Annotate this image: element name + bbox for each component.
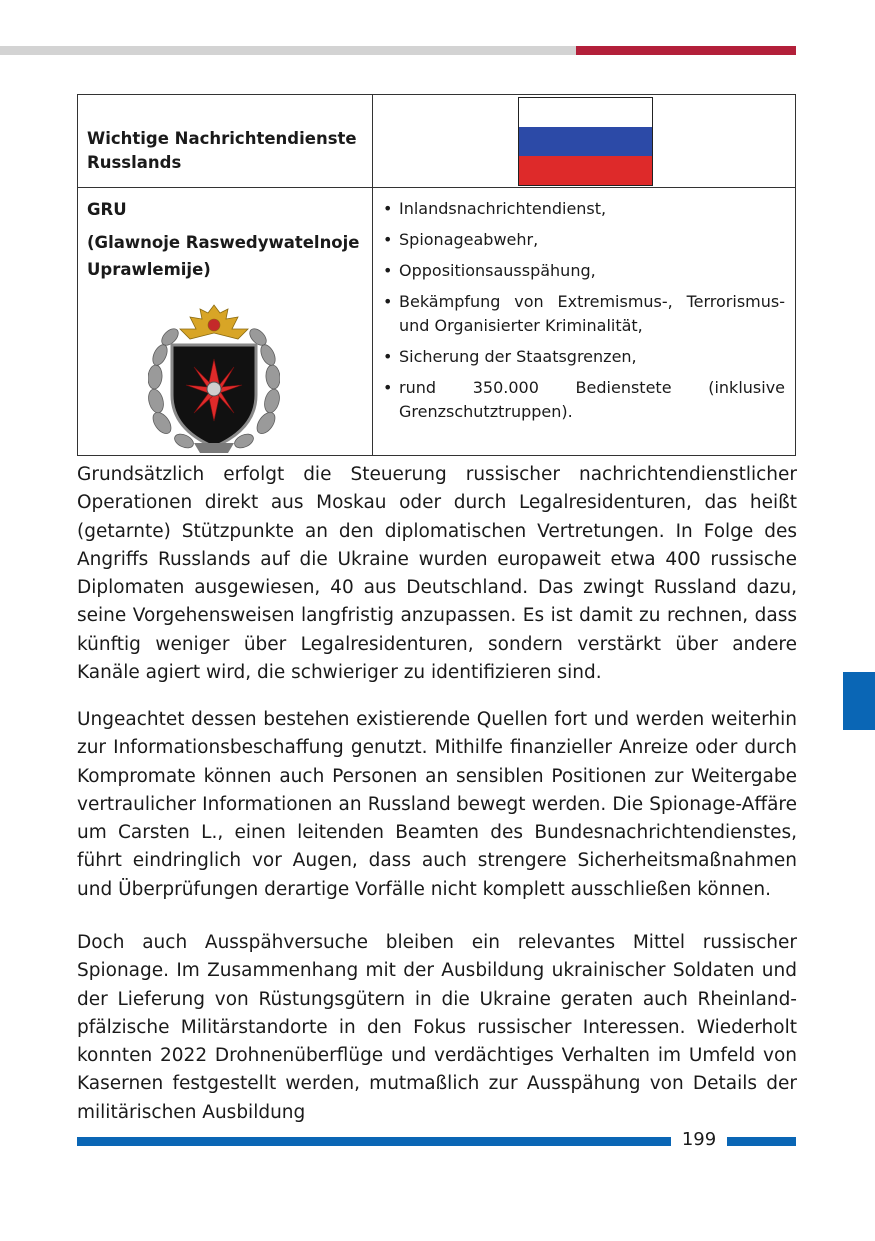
list-item: • Spionageabwehr, bbox=[381, 228, 785, 252]
list-item: • Inlandsnachrichtendienst, bbox=[381, 197, 785, 221]
list-item: • Sicherung der Staatsgrenzen, bbox=[381, 345, 785, 369]
gru-emblem-icon bbox=[148, 303, 280, 455]
agency-full-name: (Glawnoje Raswedywatelnoje Uprawlemije) bbox=[87, 233, 360, 279]
tasks-cell bbox=[373, 188, 796, 456]
agency-cell bbox=[78, 188, 373, 456]
flag-stripe-red bbox=[519, 156, 652, 185]
intelligence-services-table bbox=[77, 94, 796, 456]
list-item: • Bekämpfung von Extremismus-, Terrorismus- und Organisierter Kriminalität, bbox=[381, 290, 785, 338]
body-paragraph-1: Grundsätzlich erfolgt die Steuerung russischer nachrichtendienstlicher Operationen direkt aus Moskau oder durch Legalresidenturen, das heißt (getarnte) Stützpunkte an den diplomatischen Vertretungen. In Folge des Angriffs Russlands auf die Ukraine wurden europaweit etwa 400 russische Diplomaten ausgewiesen, 40 aus Deutschland. Das zwingt Russland dazu, seine Vorgehensweisen langfristig anzupassen. Es ist damit zu rechnen, dass künftig weniger über Legalresidenturen, sondern verstärkt über andere Kanäle agiert wird, die schwieriger zu identifizieren sind. bbox=[77, 464, 797, 684]
russia-flag-icon bbox=[518, 97, 653, 186]
list-item: • Oppositionsausspähung, bbox=[381, 259, 785, 283]
body-paragraph-3: Doch auch Ausspähversuche bleiben ein relevantes Mittel russischer Spionage. Im Zusammenhang mit der Ausbildung ukrainischer Soldaten und der Lieferung von Rüstungsgütern in die Ukraine geraten auch Rheinland-pfälzische Militärstandorte in den Fokus russischer Interessen. Wiederholt konnten 2022 Drohnenüberflüge und verdächtiges Verhalten im Umfeld von Kasernen festgestellt werden, mutmaßlich zur Ausspähung von Details der militärischen Ausbildung bbox=[77, 932, 797, 1123]
table-header-row bbox=[78, 95, 796, 188]
flag-stripe-white bbox=[519, 98, 652, 127]
table-header-title: Wichtige Nachrichtendienste Russlands bbox=[87, 129, 357, 172]
tasks-list bbox=[373, 188, 795, 436]
flag-cell bbox=[373, 95, 796, 188]
list-item: • rund 350.000 Bedienstete (inklusive Grenzschutztruppen). bbox=[381, 376, 785, 424]
top-rule-red bbox=[576, 46, 796, 55]
page-number: 199 bbox=[681, 1129, 717, 1150]
chapter-side-tab bbox=[843, 672, 875, 730]
top-rule-gray bbox=[0, 46, 576, 55]
footer-rule-right bbox=[727, 1137, 796, 1146]
body-paragraph-2: Ungeachtet dessen bestehen existierende Quellen fort und werden weiterhin zur Informationsbeschaffung genutzt. Mithilfe finanzieller Anreize oder durch Kompromate können auch Personen an sensiblen Positionen zur Weitergabe vertraulicher Informationen an Russland bewegt werden. Die Spionage-Affäre um Carsten L., einen leitenden Beamten des Bundesnachrichtendienstes, führt eindringlich vor Augen, dass auch strengere Sicherheitsmaßnahmen und Überprüfungen derartige Vorfälle nicht komplett ausschließen können. bbox=[77, 709, 797, 900]
flag-stripe-blue bbox=[519, 127, 652, 156]
header-title-cell bbox=[78, 95, 373, 188]
agency-abbreviation: GRU bbox=[87, 200, 127, 219]
footer-rule-left bbox=[77, 1137, 671, 1146]
table-row bbox=[78, 188, 796, 456]
